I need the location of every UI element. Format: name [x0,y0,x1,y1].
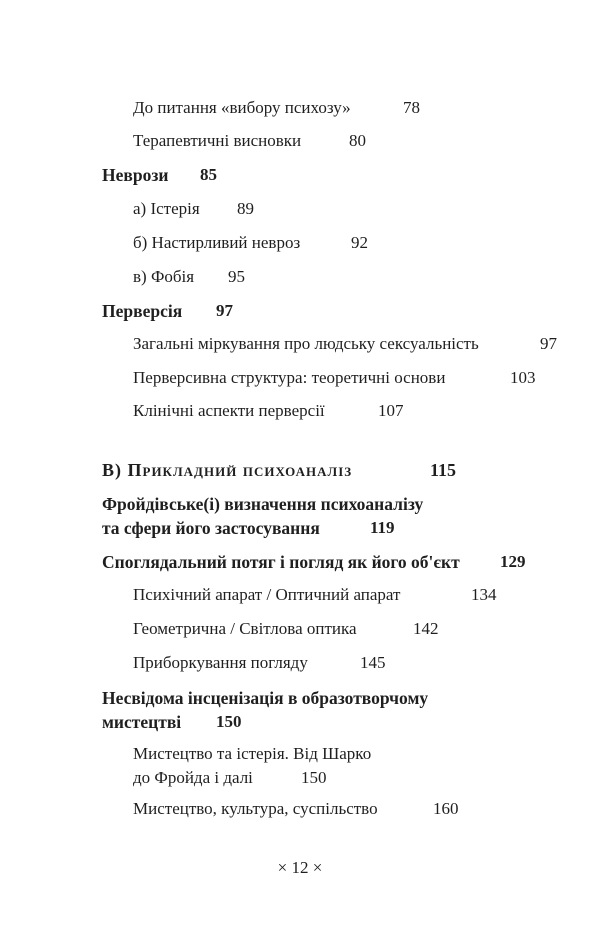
toc-entry-page: 95 [228,267,245,286]
toc-entry-title: Приборкування погляду [133,653,308,672]
toc-entry-title: Психічний апарат / Оптичний апарат [133,585,401,604]
toc-entry [133,585,497,605]
toc-section-page: 150 [216,712,242,731]
toc-entry-continued [133,768,327,788]
toc-entry-title: а) Істерія [133,199,200,218]
toc-section-title: Неврози [102,165,169,185]
toc-entry [133,267,245,287]
toc-entry-title: в) Фобія [133,267,195,286]
toc-entry-page: 103 [510,368,536,387]
toc-entry-title: Мистецтво, культура, суспільство [133,799,378,818]
toc-entry [133,744,371,764]
toc-section [102,552,526,573]
toc-part-title: В) Прикладний психоаналіз [102,460,353,480]
toc-entry [133,98,420,118]
toc-entry-title: Геометрична / Світлова оптика [133,619,357,638]
toc-section-title: Несвідома інсценізація в образотворчому [102,688,429,708]
toc-section-page: 119 [370,518,395,537]
toc-entry-title: До питання «вибору психозу» [133,98,351,117]
toc-entry-title: Перверсивна структура: теоретичні основи [133,368,446,387]
toc-entry-title: Клінічні аспекти перверсії [133,401,325,420]
toc-entry-title: Мистецтво та істерія. Від Шарко [133,744,372,763]
toc-entry [133,233,368,253]
toc-entry-title: Терапевтичні висновки [133,131,302,150]
toc-section-page: 97 [216,301,233,320]
toc-entry-page: 145 [360,653,386,672]
toc-entry [133,653,386,673]
toc-section [102,688,428,709]
toc-entry [133,368,536,388]
toc-section-title: Перверсія [102,301,183,321]
toc-section-continued [102,712,242,733]
toc-part-page: 115 [430,460,457,480]
toc-section [102,165,217,186]
toc-entry-page: 80 [349,131,366,150]
toc-section-title: мистецтві [102,712,182,732]
toc-entry-title: до Фройда і далі [133,768,253,787]
toc-entry [133,199,254,219]
page-number: × 12 × [277,858,323,877]
toc-part-heading [102,460,457,481]
toc-entry-page: 134 [471,585,497,604]
toc-entry-page: 150 [301,768,327,787]
toc-entry-page: 89 [237,199,254,218]
toc-entry [133,799,459,819]
toc-section [102,301,233,322]
toc-entry-title: Загальні міркування про людську сексуальність [133,334,479,353]
toc-entry-page: 142 [413,619,439,638]
toc-section-title: та сфери його застосування [102,518,320,538]
toc-entry-page: 160 [433,799,459,818]
toc-entry-page: 78 [403,98,420,117]
toc-section-title: Фройдівське(і) визначення психоаналізу [102,494,424,514]
toc-section-page: 85 [200,165,217,184]
toc-entry-page: 107 [378,401,404,420]
toc-entry [133,401,404,421]
toc-section [102,494,423,515]
toc-entry-title: б) Настирливий невроз [133,233,301,252]
toc-entry [133,334,557,354]
toc-section-continued [102,518,395,539]
toc-entry-page: 92 [351,233,368,252]
toc-entry [133,131,366,151]
toc-entry-page: 97 [540,334,557,353]
toc-section-title: Споглядальний потяг і погляд як його об'єкт [102,552,460,572]
toc-section-page: 129 [500,552,526,571]
toc-entry [133,619,439,639]
